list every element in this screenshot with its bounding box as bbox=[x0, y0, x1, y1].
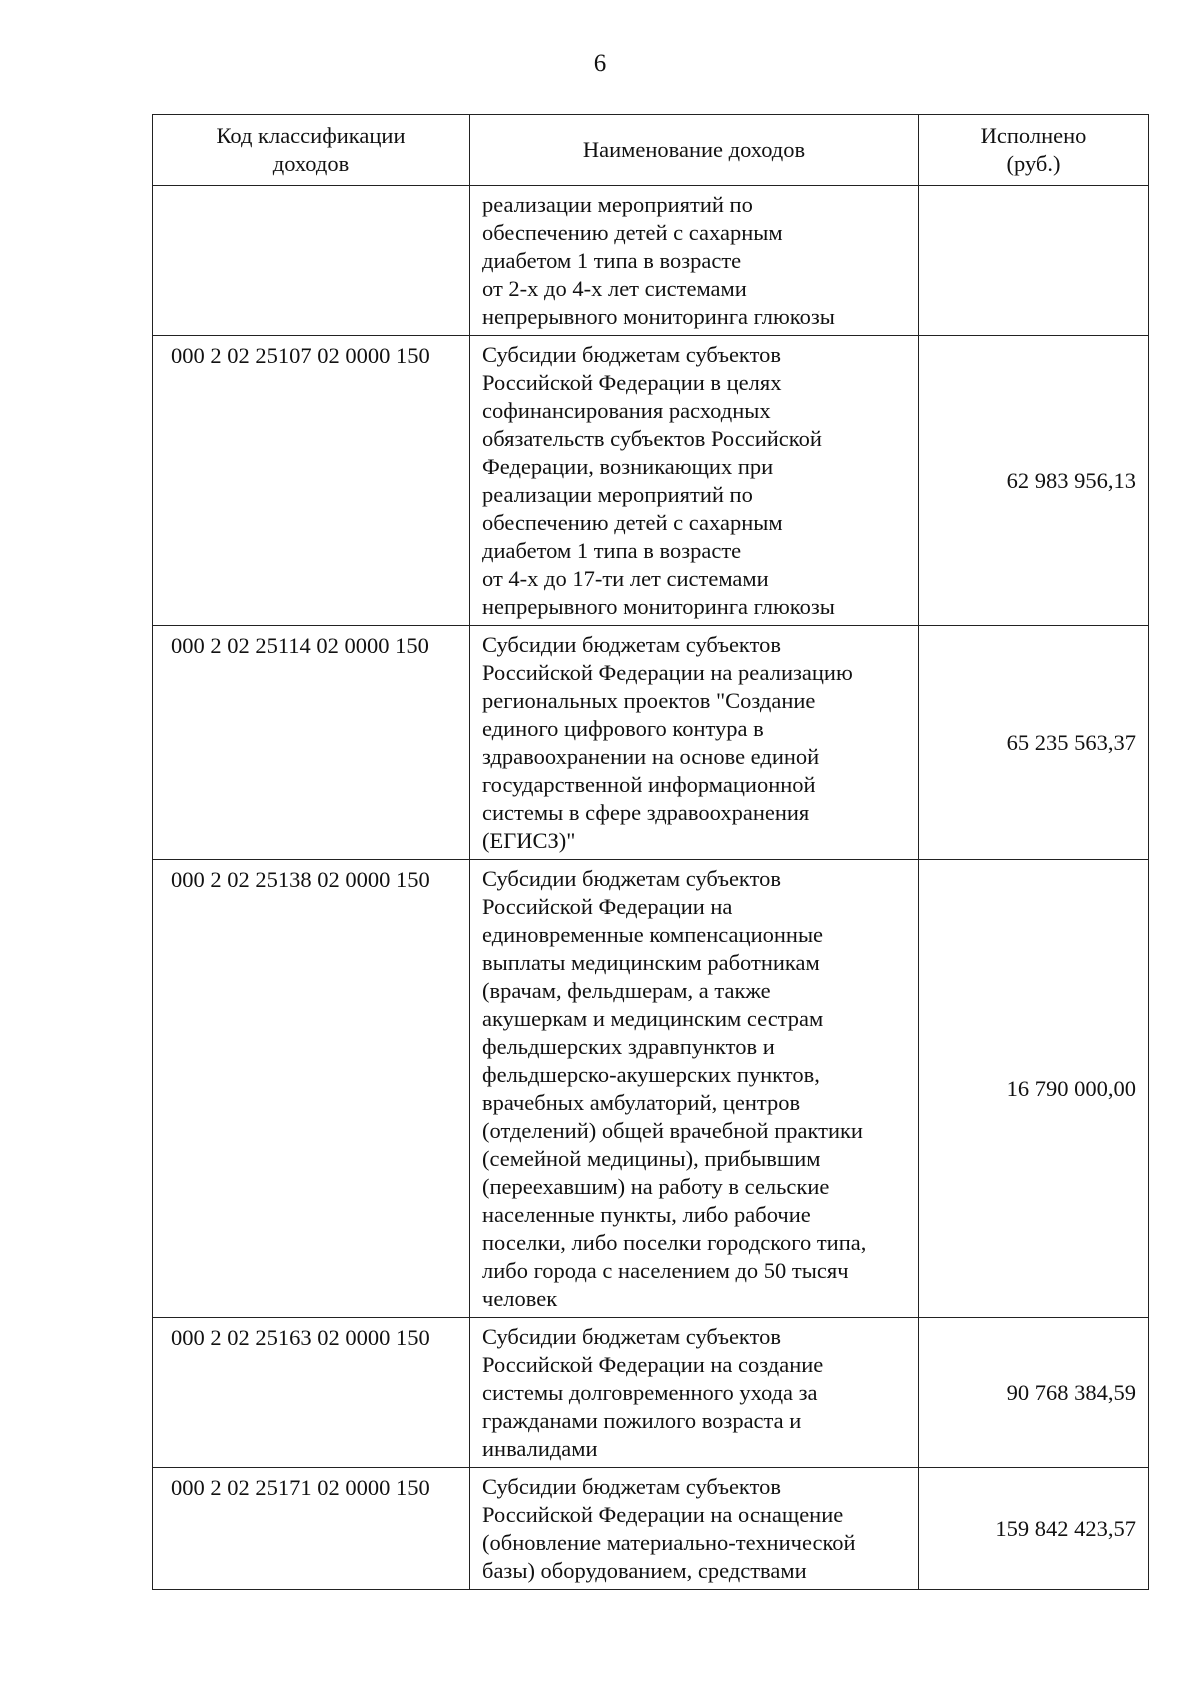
income-name bbox=[470, 860, 919, 1318]
income-name bbox=[470, 1468, 919, 1590]
income-code: 000 2 02 25114 02 0000 150 bbox=[153, 626, 470, 860]
income-amount: 16 790 000,00 bbox=[919, 860, 1149, 1318]
income-name-line: реализации мероприятий по bbox=[482, 482, 753, 507]
income-name-line: Субсидии бюджетам субъектов bbox=[482, 1474, 781, 1499]
income-name-line: либо города с населением до 50 тысяч bbox=[482, 1258, 849, 1283]
income-name-line: Российской Федерации на bbox=[482, 894, 733, 919]
income-code: 000 2 02 25107 02 0000 150 bbox=[153, 336, 470, 626]
income-name-line: (семейной медицины), прибывшим bbox=[482, 1146, 821, 1171]
income-name-line: обеспечению детей с сахарным bbox=[482, 510, 783, 535]
table-row bbox=[153, 1468, 1149, 1590]
income-name-line: Российской Федерации в целях bbox=[482, 370, 782, 395]
income-code: 000 2 02 25171 02 0000 150 bbox=[153, 1468, 470, 1590]
income-name-line: (врачам, фельдшерам, а также bbox=[482, 978, 771, 1003]
income-name-line: диабетом 1 типа в возрасте bbox=[482, 248, 742, 273]
income-name-line: реализации мероприятий по bbox=[482, 192, 753, 217]
income-name-line: (ЕГИСЗ)" bbox=[482, 828, 576, 853]
header-name bbox=[470, 115, 919, 186]
income-name-line: Российской Федерации на создание bbox=[482, 1352, 824, 1377]
income-name-line: населенные пункты, либо рабочие bbox=[482, 1202, 811, 1227]
income-name-line: Российской Федерации на реализацию bbox=[482, 660, 853, 685]
income-amount: 159 842 423,57 bbox=[919, 1468, 1149, 1590]
income-name-line: диабетом 1 типа в возрасте bbox=[482, 538, 742, 563]
header-code-line: Код классификации bbox=[216, 123, 406, 148]
income-name-line: (переехавшим) на работу в сельские bbox=[482, 1174, 830, 1199]
header-amount bbox=[919, 115, 1149, 186]
income-name-line: Российской Федерации на оснащение bbox=[482, 1502, 844, 1527]
income-name bbox=[470, 1318, 919, 1468]
income-name-line: государственной информационной bbox=[482, 772, 816, 797]
income-name-line: поселки, либо поселки городского типа, bbox=[482, 1230, 867, 1255]
income-name-line: инвалидами bbox=[482, 1436, 598, 1461]
income-name-line: единовременные компенсационные bbox=[482, 922, 824, 947]
income-code: 000 2 02 25138 02 0000 150 bbox=[153, 860, 470, 1318]
table-header bbox=[153, 115, 1149, 186]
header-code-line: доходов bbox=[272, 151, 350, 176]
income-name-line: выплаты медицинским работникам bbox=[482, 950, 820, 975]
income-name-line: врачебных амбулаторий, центров bbox=[482, 1090, 801, 1115]
header-code bbox=[153, 115, 470, 186]
income-name-line: непрерывного мониторинга глюкозы bbox=[482, 304, 835, 329]
income-name-line: (отделений) общей врачебной практики bbox=[482, 1118, 863, 1143]
table-row bbox=[153, 336, 1149, 626]
income-name-line: человек bbox=[482, 1286, 558, 1311]
income-name-line: фельдшерско-акушерских пунктов, bbox=[482, 1062, 820, 1087]
income-name-line: региональных проектов "Создание bbox=[482, 688, 816, 713]
income-name-line: софинансирования расходных bbox=[482, 398, 771, 423]
table-row bbox=[153, 186, 1149, 336]
table-body bbox=[153, 186, 1149, 1590]
income-name-line: системы долговременного ухода за bbox=[482, 1380, 818, 1405]
table-row bbox=[153, 1318, 1149, 1468]
table-row bbox=[153, 860, 1149, 1318]
income-name-line: фельдшерских здравпунктов и bbox=[482, 1034, 775, 1059]
income-name-line: от 4-х до 17-ти лет системами bbox=[482, 566, 769, 591]
income-amount: 65 235 563,37 bbox=[919, 626, 1149, 860]
income-amount bbox=[919, 186, 1149, 336]
income-name-line: (обновление материально-технической bbox=[482, 1530, 856, 1555]
header-amount-line: Исполнено bbox=[980, 123, 1087, 148]
table-row bbox=[153, 626, 1149, 860]
income-amount: 90 768 384,59 bbox=[919, 1318, 1149, 1468]
income-amount: 62 983 956,13 bbox=[919, 336, 1149, 626]
income-name-line: системы в сфере здравоохранения bbox=[482, 800, 810, 825]
income-name bbox=[470, 626, 919, 860]
page-number: 6 bbox=[593, 50, 607, 77]
header-amount-line: (руб.) bbox=[1006, 151, 1061, 176]
income-name-line: от 2-х до 4-х лет системами bbox=[482, 276, 747, 301]
income-name-line: непрерывного мониторинга глюкозы bbox=[482, 594, 835, 619]
income-name-line: Субсидии бюджетам субъектов bbox=[482, 342, 781, 367]
income-name-line: Субсидии бюджетам субъектов bbox=[482, 632, 781, 657]
income-name bbox=[470, 336, 919, 626]
income-name-line: акушеркам и медицинским сестрам bbox=[482, 1006, 824, 1031]
income-name-line: Субсидии бюджетам субъектов bbox=[482, 866, 781, 891]
income-name-line: базы) оборудованием, средствами bbox=[482, 1558, 807, 1583]
income-name-line: обеспечению детей с сахарным bbox=[482, 220, 783, 245]
income-name-line: Федерации, возникающих при bbox=[482, 454, 774, 479]
income-name-line: Субсидии бюджетам субъектов bbox=[482, 1324, 781, 1349]
income-name-line: гражданами пожилого возраста и bbox=[482, 1408, 802, 1433]
income-name-line: здравоохранении на основе единой bbox=[482, 744, 820, 769]
income-name-line: обязательств субъектов Российской bbox=[482, 426, 822, 451]
income-name bbox=[470, 186, 919, 336]
income-code bbox=[153, 186, 470, 336]
income-table bbox=[152, 114, 1149, 1590]
income-code: 000 2 02 25163 02 0000 150 bbox=[153, 1318, 470, 1468]
income-name-line: единого цифрового контура в bbox=[482, 716, 764, 741]
header-name-line: Наименование доходов bbox=[582, 137, 806, 162]
